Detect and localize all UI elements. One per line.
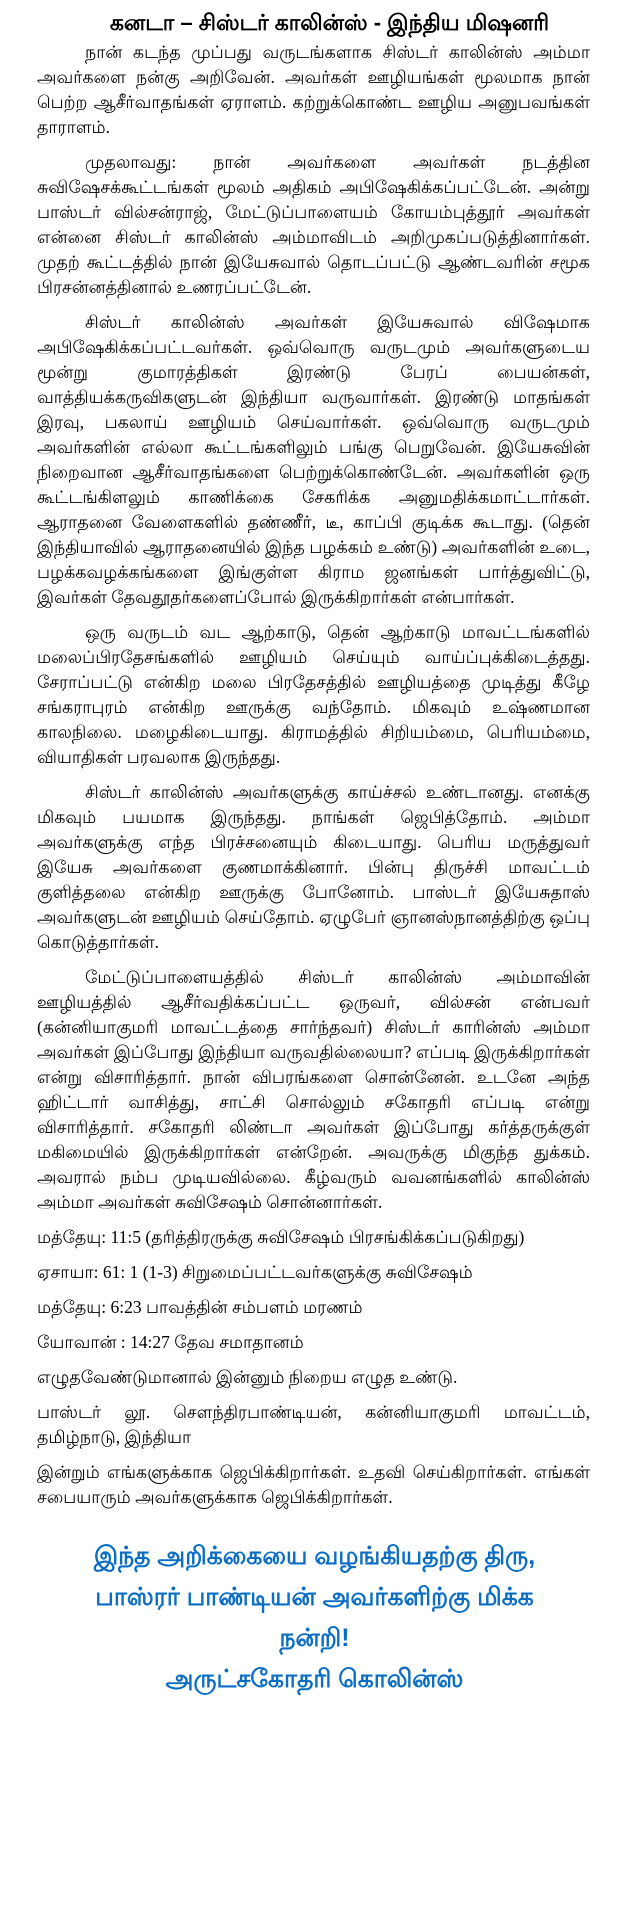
paragraph: முதலாவது: நான் அவர்களை அவர்கள் நடத்தின சுவிஷேசக்கூட்டங்கள் மூலம் அதிகம் அபிஷேகிக்கப்பட்டேன். அன்று பாஸ்டர் வில்சன்ராஜ், மேட்டுப்பாளையம் கோயம்புத்தூர் அவர்கள் என்னை சிஸ்டர் காலின்ஸ் அம்மாவிடம் அறிமுகப்படுத்தினார்கள். முதற் கூட்டத்தில் நான் இயேசுவால் தொடப்பட்டு ஆண்டவரின் சமூக பிரசன்னத்தினால் உணரப்பட்டேன். [37,152,590,297]
thanks-block [10,1536,619,1700]
author-line: பாஸ்டர் லூ. சௌந்திரபாண்டியன், கன்னியாகுமரி மாவட்டம், தமிழ்நாடு, இந்தியா [37,1402,590,1447]
closing-note: எழுதவேண்டுமானால் இன்னும் நிறைய எழுத உண்டு. [37,1367,458,1387]
thanks-line: நன்றி! [279,1624,350,1652]
paragraph: சிஸ்டர் காலின்ஸ் அவர்களுக்கு காய்ச்சல் உண்டானது. எனக்கு மிகவும் பயமாக இருந்தது. நாங்கள் ஜெபித்தோம். அம்மா அவர்களுக்கு எந்த பிரச்சனையும் கிடையாது. பெரிய மருத்துவர் இயேசு அவர்களை குணமாக்கினார். பின்பு திருச்சி மாவட்டம் குளித்தலை என்கிற ஊருக்கு போனோம். பாஸ்டர் இயேசுதாஸ் அவர்களுடன் ஊழியம் செய்தோம். ஏழுபேர் ஞானஸ்நானத்திற்கு ஒப்பு கொடுத்தார்கள். [37,782,590,952]
document-page [0,8,629,1700]
paragraph: சிஸ்டர் காலின்ஸ் அவர்கள் இயேசுவால் விஷேமாக அபிஷேகிக்கப்பட்டவர்கள். ஒவ்வொரு வருடமும் அவர்களுடைய மூன்று குமாரத்திகள் இரண்டு பேரப் பையன்கள், வாத்தியக்கருவிகளுடன் இந்தியா வருவார்கள். இரண்டு மாதங்கள் இரவு, பகலாய் ஊழியம் செய்வார்கள். ஒவ்வொரு வருடமும் அவர்களின் எல்லா கூட்டங்களிலும் பங்கு பெறுவேன். இயேசுவின் நிறைவான ஆசீர்வாதங்களை பெற்றுக்கொண்டேன். அவர்களின் ஒரு கூட்டங்கிளலும் காணிக்கை சேகரிக்க அனுமதிக்கமாட்டார்கள். ஆராதனை வேளைகளில் தண்ணீர், டீ, காப்பி குடிக்க கூடாது. (தென் இந்தியாவில் ஆராதனையில் இந்த பழக்கம் உண்டு) அவர்களின் உடை, பழக்கவழக்கங்களை இங்குள்ள கிராம ஜனங்கள் பார்த்துவிட்டு, இவர்கள் தேவதூதர்களைப்போல் இருக்கிறார்கள் என்பார்கள். [37,312,590,607]
closing-note: இன்றும் எங்களுக்காக ஜெபிக்கிறார்கள். உதவி செய்கிறார்கள். எங்கள் சபையாரும் அவர்களுக்காக ஜெபிக்கிறார்கள். [37,1462,590,1507]
thanks-line: இந்த அறிக்கையை வழங்கியதற்கு திரு, [93,1542,536,1570]
paragraph: ஒரு வருடம் வட ஆற்காடு, தென் ஆற்காடு மாவட்டங்களில் மலைப்பிரதேசங்களில் ஊழியம் செய்யும் வாய்ப்புக்கிடைத்தது. சேராப்பட்டு என்கிற மலை பிரதேசத்தில் ஊழியத்தை முடித்து கீழே சங்கராபுரம் என்கிற ஊருக்கு வந்தோம். மிகவும் உஷ்ணமான காலநிலை. மழைகிடையாது. கிராமத்தில் சிறியம்மை, பெரியம்மை, வியாதிகள் பரவலாக இருந்தது. [37,622,590,767]
paragraph: நான் கடந்த முப்பது வருடங்களாக சிஸ்டர் காலின்ஸ் அம்மா அவர்களை நன்கு அறிவேன். அவர்கள் ஊழியங்கள் மூலமாக நான் பெற்ற ஆசீர்வாதங்கள் ஏராளம். கற்றுக்கொண்ட ஊழிய அனுபவங்கள் தாராளம். [37,42,590,137]
signature: அருட்சகோதரி கொலின்ஸ் [165,1665,464,1693]
verse-reference: மத்தேயு: 6:23 பாவத்தின் சம்பளம் மரணம் [37,1297,363,1317]
verse-reference: மத்தேயு: 11:5 (தரித்திரருக்கு சுவிசேஷம் பிரசங்கிக்கப்படுகிறது) [37,1227,525,1247]
paragraph: மேட்டுப்பாளையத்தில் சிஸ்டர் காலின்ஸ் அம்மாவின் ஊழியத்தில் ஆசீர்வதிக்கப்பட்ட ஒருவர், வில்சன் என்பவர் (கன்னியாகுமரி மாவட்டத்தை சார்ந்தவர்) சிஸ்டர் காரின்ஸ் அம்மா அவர்கள் இப்போது இந்தியா வருவதில்லையா? எப்படி இருக்கிறார்கள் என்று விசாரித்தார். நான் விபரங்களை சொன்னேன். உடனே அந்த ஹிட்டார் வாசித்து, சாட்சி சொல்லும் சகோதரி எப்படி என்று விசாரித்தார். சகோதரி லிண்டா அவர்கள் இப்போது கர்த்தருக்குள் மகிமையில் இருக்கிறார்கள் என்றேன். அவருக்கு மிகுந்த துக்கம். அவரால் நம்ப முடியவில்லை. கீழ்வரும் வவனங்களில் காலின்ஸ் அம்மா அவர்கள் சுவிசேஷம் சொன்னார்கள். [37,967,590,1212]
document-body [37,40,590,1510]
verse-reference: யோவான் : 14:27 தேவ சமாதானம் [37,1332,304,1352]
verse-reference: ஏசாயா: 61: 1 (1-3) சிறுமைப்பட்டவர்களுக்கு சுவிசேஷம் [37,1262,473,1282]
page-title: கனடா – சிஸ்டர் காலின்ஸ் - இந்திய மிஷனரி [109,10,550,35]
thanks-line: பாஸ்ரர் பாண்டியன் அவர்களிற்கு மிக்க [95,1583,534,1611]
